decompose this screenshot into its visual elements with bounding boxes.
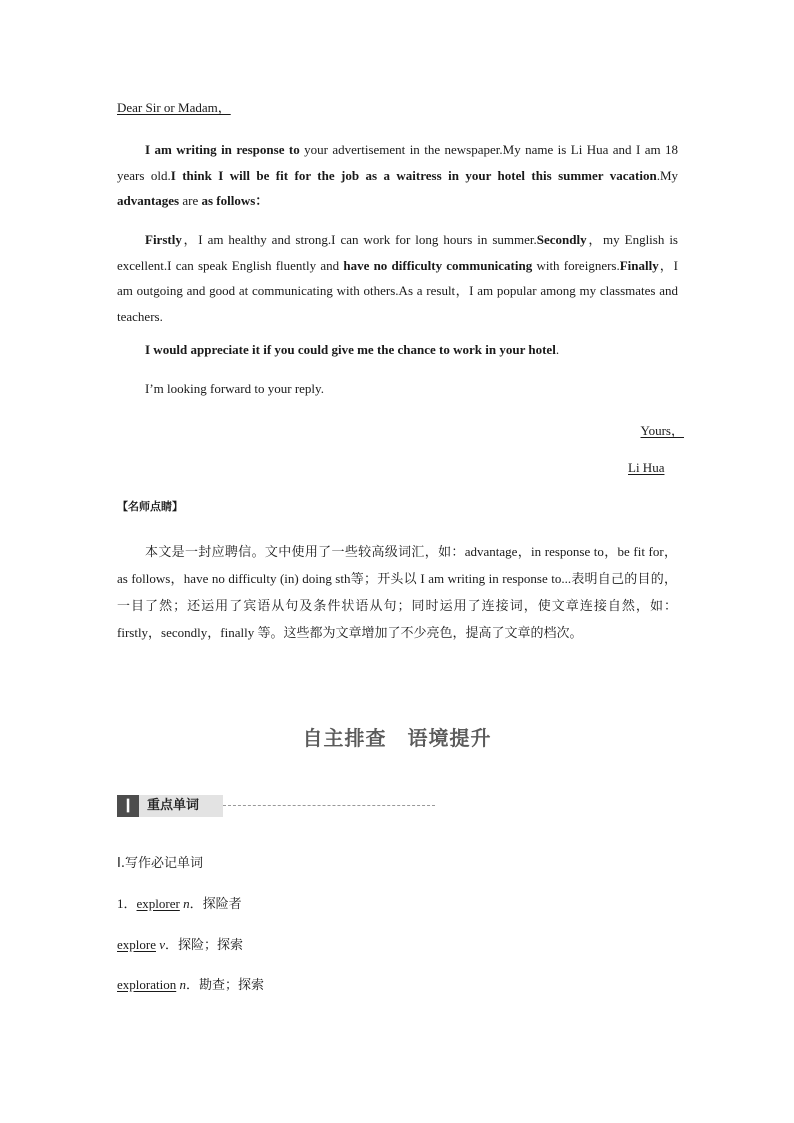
vocab-pos: n bbox=[183, 896, 190, 911]
vocab-item bbox=[117, 934, 243, 953]
text-run: ，my English is excellent.I can speak English fluently and bbox=[117, 232, 678, 273]
text-run: .My bbox=[656, 167, 678, 183]
text-run: . bbox=[555, 342, 560, 357]
vocab-meaning: ．探险；探索 bbox=[165, 938, 244, 953]
tip-heading: 【名师点睛】 bbox=[117, 501, 183, 513]
bold-phrase: I think I will be fit for the job as a waitress in your hotel this summer vacation bbox=[170, 167, 657, 183]
bold-phrase: Firstly bbox=[145, 232, 182, 247]
section-bar-label: 重点单词 bbox=[139, 795, 223, 817]
text-run: your advertisement in the newspaper.My name is Li Hua and I am 18 years old. bbox=[117, 142, 678, 183]
section-bar-divider bbox=[223, 805, 435, 806]
bold-phrase: advantages bbox=[117, 193, 180, 208]
letter-salutation: Dear Sir or Madam， bbox=[117, 100, 231, 115]
vocab-number: 1． bbox=[117, 896, 137, 911]
text-run: ，I am outgoing and good at communicating with others.As a result，I am popular among my classmates and teachers. bbox=[117, 257, 679, 324]
bold-phrase: as follows： bbox=[201, 193, 269, 208]
vocab-pos: v bbox=[159, 937, 166, 952]
text-run: with foreigners. bbox=[532, 257, 620, 273]
letter-paragraph-1 bbox=[117, 137, 678, 214]
bold-phrase: Finally bbox=[619, 257, 659, 273]
vocab-item bbox=[117, 974, 264, 993]
closing-text: Yours， bbox=[640, 423, 684, 438]
vocab-meaning: ．探险者 bbox=[189, 897, 242, 912]
vocab-subheading: Ⅰ.写作必记单词 bbox=[117, 856, 203, 871]
letter-paragraph-3 bbox=[117, 342, 678, 358]
section-bar bbox=[117, 795, 435, 817]
section-title: 自主排查 语境提升 bbox=[302, 726, 492, 750]
bold-phrase: I am writing in response to bbox=[145, 142, 300, 157]
vocab-meaning: ．勘查；探索 bbox=[185, 978, 264, 993]
vocab-word: explore bbox=[117, 937, 156, 952]
text-run: are bbox=[179, 193, 202, 208]
letter-paragraph-4: I’m looking forward to your reply. bbox=[145, 381, 324, 396]
bold-phrase: have no difficulty communicating bbox=[343, 257, 533, 273]
tip-body: 本文是一封应聘信。文中使用了一些较高级词汇，如：advantage，in response to，be fit for，as follows，have no difficulty (in) doing sth等；开头以 I am writing in response to...表明自己的目的，一目了然；还运用了宾语从句及条件状语从句；同时运用了连接词，使文章连接自然，如：firstly，secondly，finally 等。这些都为文章增加了不少亮色，提高了文章的档次。 bbox=[117, 544, 677, 640]
letter-closing bbox=[117, 420, 684, 439]
text-run: ，I am healthy and strong.I can work for long hours in summer. bbox=[181, 232, 537, 247]
letter-paragraph-2 bbox=[117, 227, 678, 329]
vocab-word: explorer bbox=[136, 896, 180, 911]
vocab-pos: n bbox=[179, 977, 186, 992]
vocab-word: exploration bbox=[117, 977, 177, 992]
bold-phrase: I would appreciate it if you could give me the chance to work in your hotel bbox=[145, 342, 556, 357]
letter-signature: Li Hua bbox=[628, 460, 665, 475]
bold-phrase: Secondly bbox=[536, 232, 587, 247]
section-number-badge: Ⅰ bbox=[117, 795, 139, 817]
vocab-item bbox=[117, 893, 242, 912]
